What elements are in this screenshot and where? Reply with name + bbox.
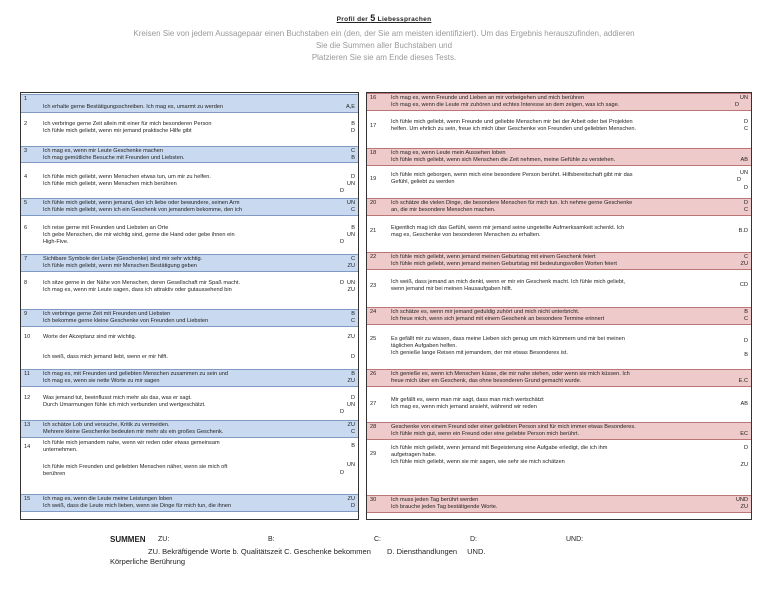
totals-label: SUMMEN: [110, 535, 146, 544]
total-und[interactable]: UND:: [566, 536, 584, 543]
statement-pair-24[interactable]: 24 Ich schätze es, wenn mir jemand geduldig zuhört und mich nicht unterbricht. B Ich freue mich, wenn sich jemand mit einem Geschenk an besondere Termine erinnert C: [367, 307, 751, 325]
statement-pair-22[interactable]: 22 Ich fühle mich geliebt, wenn jemand meinen Geburtstag mit einem Geschenk feiert C Ich fühle mich geliebt, wenn jemand meinen Geburtstag mit bedeutungsvollen Worten feiert ZU: [367, 252, 751, 270]
statement-pair-5[interactable]: 5 Ich fühle mich geliebt, wenn jemand, den ich liebe oder bewundere, seinen Arm UN Ich fühle mich geliebt, wenn ich ein Geschenk von jemandem bekomme, den ich C: [21, 198, 358, 216]
legend-line-2: Körperliche Berührung: [110, 557, 186, 566]
legend-touch-code: UND.: [467, 547, 486, 556]
statement-pair-26[interactable]: 26 Ich genieße es, wenn ich Menschen küsse, die mir nahe stehen, oder wenn sie mich küssen. Ich freue mich über ein Geschenk, das ohne besonderen Grund gemacht wurde. E.C: [367, 369, 751, 387]
statement-pair-1[interactable]: 1 Ich erhalte gerne Bestätigungsschreiben. Ich mag es, umarmt zu werden A,E: [21, 94, 358, 113]
instruction-line-1: Kreisen Sie von jedem Aussagepaar einen Buchstaben ein (den, der Sie am meisten identifiziert). Um das Ergebnis herauszufinden, addieren: [133, 29, 635, 38]
total-c[interactable]: C:: [374, 536, 381, 543]
statement-pair-7[interactable]: 7 Sichtbare Symbole der Liebe (Geschenke) sind mir sehr wichtig. C Ich fühle mich geliebt, wenn mir Menschen Bestätigung geben ZU: [21, 254, 358, 272]
statement-pair-23[interactable]: 23 Ich weiß, dass jemand an mich denkt, wenn er mir ein Geschenk macht. Ich fühle mich geliebt, CD wenn jemand mir bei meinen Hausaufgaben hilft.: [370, 279, 748, 292]
total-zu[interactable]: ZU:: [158, 536, 170, 543]
statements-right-column: [366, 92, 752, 520]
statement-pair-25[interactable]: 25 Es gefällt mir zu wissen, dass meine Lieben sich genug um mich kümmern und mir bei meinen D täglichen Aufgaben helfen. Ich genieße lange Reisen mit jemandem, der mir etwas Besonderes ist. B: [370, 336, 748, 358]
statement-pair-30[interactable]: 30 Ich muss jeden Tag berührt werden UND Ich brauche jeden Tag bestätigende Worte. ZU: [367, 495, 751, 513]
statement-pair-11[interactable]: 11 Ich mag es, mit Freunden und geliebten Menschen zusammen zu sein und B Ich mag es, wenn sie nette Worte zu mir sagen ZU: [21, 369, 358, 387]
statement-pair-18[interactable]: 18 Ich mag es, wenn Leute mein Aussehen loben Ich fühle mich geliebt, wenn sich Menschen die Zeit nehmen, meine Gefühle zu verstehen. AB: [367, 148, 751, 166]
statement-pair-9[interactable]: 9 Ich verbringe gerne Zeit mit Freunden und Liebsten B Ich bekomme gerne kleine Geschenke von Freunden und Liebsten C: [21, 309, 358, 327]
statement-pair-28[interactable]: 28 Geschenke von einem Freund oder einer geliebten Person sind für mich immer etwas Besonderes. Ich fühle mich gut, wenn ein Freund oder eine geliebte Person mich berührt. EC: [367, 422, 751, 440]
instruction-line-3: Platzieren Sie sie am Ende dieses Tests.: [311, 53, 457, 62]
statement-pair-27[interactable]: 27 Mir gefällt es, wenn man mir sagt, dass man mich wertschätzt AB Ich mag es, wenn mich jemand ansieht, während wir reden: [370, 397, 748, 410]
total-d[interactable]: D:: [470, 536, 477, 543]
statement-pair-16[interactable]: 16 Ich mag es, wenn Freunde und Lieben an mir vorbeigehen und mich berühren UN Ich mag es, wenn die Leute mir zuhören und echtes Interesse an dem zeigen, was ich sage. D: [367, 93, 751, 111]
statement-pair-13[interactable]: 13 Ich schätze Lob und versuche, Kritik zu vermeiden. ZU Mehrere kleine Geschenke bedeuten mir mehr als ein großes Geschenk. C: [21, 420, 358, 438]
statement-pair-2[interactable]: 2 Ich verbringe gerne Zeit allein mit einer für mich besonderen Person B Ich fühle mich geliebt, wenn mir jemand praktische Hilfe gibt D: [24, 121, 355, 134]
statement-pair-29[interactable]: 29 Ich fühle mich geliebt, wenn jemand mit Begeisterung eine Aufgabe erledigt, die ich ihm D aufgetragen habe. Ich fühle mich geliebt, wenn sie mir sagen, wie sehr sie mich schätzen ZU: [370, 445, 748, 468]
statement-pair-4[interactable]: 4 Ich fühle mich geliebt, wenn Menschen etwas tun, um mir zu helfen. D Ich fühle mich geliebt, wenn Menschen mich berühren UN D: [24, 174, 355, 194]
legend: [110, 547, 530, 567]
statement-pair-12[interactable]: 12 Was jemand tut, beeinflusst mich mehr als das, was er sagt. D Durch Umarmungen fühle ich mich verbunden und wertgeschätzt. UN D: [24, 395, 355, 415]
instruction-line-2: Sie die Summen aller Buchstaben und: [315, 41, 453, 50]
statement-pair-6[interactable]: 6 Ich reise gerne mit Freunden und Liebsten an Orte B Ich gebe Menschen, die mir wichtig sind, gerne die Hand oder gebe ihnen ein UN High-Five. D: [24, 225, 355, 245]
legend-service: D. Diensthandlungen: [386, 547, 458, 556]
statement-pair-17[interactable]: 17 Ich fühle mich geliebt, wenn Freunde und geliebte Menschen mir bei der Arbeit oder bei Projekten D helfen. Um ehrlich zu sein, freue ich mich über Geschenke von Freunden und geliebten Menschen. C: [370, 119, 748, 132]
statement-pair-8[interactable]: 8 Ich sitze gerne in der Nähe von Menschen, deren Gesellschaft mir Spaß macht. D Ich mag es, wenn mir Leute sagen, dass ich attraktiv oder gutaussehend bin ZU UN: [24, 280, 355, 293]
total-b[interactable]: B:: [268, 536, 275, 543]
statement-pair-20[interactable]: 20 Ich schätze die vielen Dinge, die besondere Menschen für mich tun. Ich nehme gerne Geschenke D an, die mir besondere Menschen machen. C: [367, 198, 751, 216]
statement-pair-21[interactable]: 21 Eigentlich mag ich das Gefühl, wenn mir jemand seine ungeteilte Aufmerksamkeit schenkt. Ich B.D mag es, Geschenke von besonderen Menschen zu erhalten.: [370, 225, 748, 238]
statement-pair-15[interactable]: 15 Ich mag es, wenn die Leute meine Leistungen loben ZU Ich weiß, dass die Leute mich lieben, wenn sie Dinge für mich tun, die ihnen D: [21, 494, 358, 512]
page-title: Profil der 5 Liebessprachen: [336, 13, 432, 23]
statement-pair-14[interactable]: 14 Ich fühle mich jemandem nahe, wenn wir reden oder etwas gemeinsam B unternehmen. Ich fühle mich Freunden und geliebten Menschen näher, wenn sie mich oft UN berühren D: [24, 440, 355, 477]
statement-pair-10[interactable]: 10 Worte der Akzeptanz sind mir wichtig. ZU Ich weiß, dass mich jemand liebt, wenn er mir hilft. D: [24, 334, 355, 360]
statement-pair-3[interactable]: 3 Ich mag es, wenn mir Leute Geschenke machen C Ich mag gemütliche Besuche mit Freunden und Liebsten. B: [21, 146, 358, 163]
statement-pair-19[interactable]: 19 Ich fühle mich geborgen, wenn mich eine besondere Person berührt. Hilfsbereitschaft gibt mir das UN D Gefühl, geliebt zu werden D: [370, 170, 748, 191]
legend-line-1: ZU. Bekräftigende Worte b. Qualitätszeit C. Geschenke bekommen: [148, 547, 371, 556]
instructions: [60, 28, 708, 64]
statements-left-column: [20, 92, 359, 520]
